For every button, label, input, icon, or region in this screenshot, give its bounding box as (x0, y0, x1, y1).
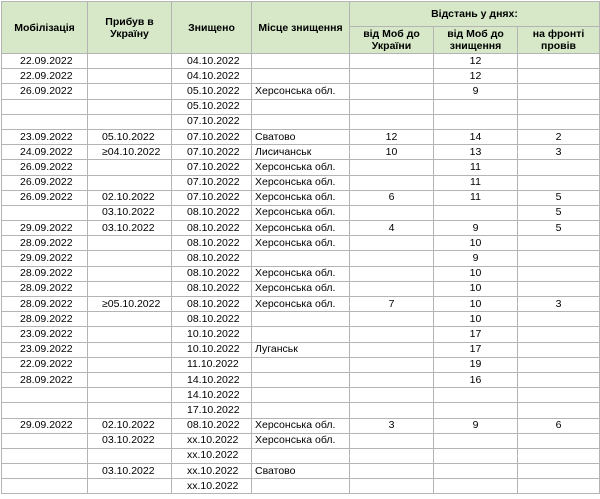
cell-days-at-front (518, 251, 600, 266)
cell-days-to-destroyed: 12 (434, 69, 518, 84)
table-row (2, 251, 600, 266)
cell-arrival (88, 266, 172, 281)
cell-arrival (88, 372, 172, 387)
cell-days-at-front (518, 160, 600, 175)
cell-mobilization: 28.09.2022 (2, 266, 88, 281)
cell-days-to-ukraine: 6 (350, 190, 434, 205)
cell-mobilization: 24.09.2022 (2, 145, 88, 160)
cell-days-to-destroyed: 10 (434, 297, 518, 312)
table-header (2, 2, 600, 54)
cell-days-to-ukraine: 3 (350, 418, 434, 433)
cell-mobilization (2, 99, 88, 114)
cell-place (252, 54, 350, 69)
cell-days-to-destroyed: 17 (434, 327, 518, 342)
table-row (2, 418, 600, 433)
cell-destroyed: 11.10.2022 (172, 357, 252, 372)
cell-destroyed: 05.10.2022 (172, 99, 252, 114)
cell-mobilization (2, 448, 88, 463)
cell-arrival (88, 160, 172, 175)
cell-mobilization (2, 403, 88, 418)
cell-days-to-ukraine (350, 464, 434, 479)
cell-days-to-destroyed: 10 (434, 236, 518, 251)
table-row (2, 221, 600, 236)
cell-days-to-destroyed: 9 (434, 251, 518, 266)
table-row (2, 357, 600, 372)
cell-place (252, 114, 350, 129)
cell-destroyed: 07.10.2022 (172, 160, 252, 175)
cell-days-to-destroyed (434, 433, 518, 448)
cell-destroyed: 10.10.2022 (172, 342, 252, 357)
cell-days-to-destroyed: 10 (434, 312, 518, 327)
cell-arrival (88, 281, 172, 296)
cell-place (252, 388, 350, 403)
cell-days-at-front (518, 266, 600, 281)
cell-days-at-front (518, 403, 600, 418)
cell-days-to-destroyed (434, 479, 518, 494)
cell-days-at-front: 5 (518, 205, 600, 220)
table-row (2, 479, 600, 494)
cell-days-to-destroyed (434, 99, 518, 114)
cell-days-to-ukraine (350, 99, 434, 114)
cell-arrival: ≥04.10.2022 (88, 145, 172, 160)
cell-arrival (88, 388, 172, 403)
table-row (2, 190, 600, 205)
cell-place (252, 99, 350, 114)
cell-days-to-destroyed (434, 114, 518, 129)
cell-days-at-front (518, 448, 600, 463)
cell-mobilization (2, 479, 88, 494)
cell-arrival (88, 251, 172, 266)
cell-mobilization: 23.09.2022 (2, 342, 88, 357)
cell-days-to-destroyed: 11 (434, 160, 518, 175)
cell-days-at-front (518, 327, 600, 342)
cell-mobilization (2, 114, 88, 129)
cell-mobilization: 29.09.2022 (2, 221, 88, 236)
cell-days-to-ukraine (350, 251, 434, 266)
cell-days-at-front (518, 372, 600, 387)
cell-days-to-destroyed: 9 (434, 418, 518, 433)
cell-days-to-ukraine: 7 (350, 297, 434, 312)
losses-table (1, 1, 600, 494)
table-body (2, 54, 600, 494)
cell-mobilization: 26.09.2022 (2, 160, 88, 175)
cell-days-at-front (518, 479, 600, 494)
cell-place (252, 479, 350, 494)
cell-mobilization: 28.09.2022 (2, 236, 88, 251)
cell-arrival: ≥05.10.2022 (88, 297, 172, 312)
cell-destroyed: 08.10.2022 (172, 205, 252, 220)
cell-days-at-front: 3 (518, 297, 600, 312)
table-row (2, 236, 600, 251)
cell-days-to-ukraine (350, 54, 434, 69)
cell-mobilization: 22.09.2022 (2, 69, 88, 84)
cell-days-to-destroyed (434, 388, 518, 403)
cell-days-to-ukraine (350, 266, 434, 281)
cell-days-at-front (518, 114, 600, 129)
cell-place: Луганськ (252, 342, 350, 357)
table-row (2, 266, 600, 281)
cell-place: Сватово (252, 129, 350, 144)
cell-days-to-ukraine (350, 327, 434, 342)
cell-destroyed: 08.10.2022 (172, 236, 252, 251)
table-row (2, 205, 600, 220)
cell-place (252, 357, 350, 372)
cell-destroyed: хх.10.2022 (172, 433, 252, 448)
cell-days-to-destroyed: 14 (434, 129, 518, 144)
cell-arrival: 03.10.2022 (88, 433, 172, 448)
cell-arrival (88, 448, 172, 463)
cell-destroyed: 04.10.2022 (172, 54, 252, 69)
cell-days-to-destroyed: 11 (434, 190, 518, 205)
cell-destroyed: 08.10.2022 (172, 281, 252, 296)
cell-mobilization: 26.09.2022 (2, 175, 88, 190)
cell-arrival (88, 357, 172, 372)
cell-days-at-front (518, 388, 600, 403)
cell-mobilization (2, 433, 88, 448)
table-row (2, 297, 600, 312)
cell-days-to-destroyed: 13 (434, 145, 518, 160)
cell-days-at-front (518, 175, 600, 190)
cell-place: Херсонська обл. (252, 84, 350, 99)
cell-destroyed: 08.10.2022 (172, 312, 252, 327)
cell-destroyed: 07.10.2022 (172, 129, 252, 144)
cell-place (252, 327, 350, 342)
cell-days-to-destroyed: 9 (434, 84, 518, 99)
header-at-front: на фронті провів (518, 27, 600, 54)
table-row (2, 281, 600, 296)
cell-days-at-front: 2 (518, 129, 600, 144)
cell-place: Херсонська обл. (252, 281, 350, 296)
cell-destroyed: 08.10.2022 (172, 297, 252, 312)
cell-days-at-front (518, 69, 600, 84)
cell-destroyed: 08.10.2022 (172, 266, 252, 281)
cell-mobilization: 28.09.2022 (2, 281, 88, 296)
table-row (2, 388, 600, 403)
cell-destroyed: 08.10.2022 (172, 221, 252, 236)
cell-mobilization: 28.09.2022 (2, 297, 88, 312)
cell-days-at-front (518, 99, 600, 114)
table-row (2, 175, 600, 190)
table-row (2, 145, 600, 160)
header-from-mob-to-ukraine: від Моб до України (350, 27, 434, 54)
cell-arrival: 03.10.2022 (88, 205, 172, 220)
cell-days-to-ukraine (350, 403, 434, 418)
cell-arrival: 03.10.2022 (88, 464, 172, 479)
cell-arrival (88, 479, 172, 494)
cell-destroyed: 07.10.2022 (172, 145, 252, 160)
table-row (2, 312, 600, 327)
cell-days-to-destroyed: 17 (434, 342, 518, 357)
cell-arrival: 02.10.2022 (88, 418, 172, 433)
cell-days-to-destroyed (434, 403, 518, 418)
cell-days-to-destroyed (434, 448, 518, 463)
table-row (2, 129, 600, 144)
cell-place: Херсонська обл. (252, 433, 350, 448)
cell-days-to-ukraine: 12 (350, 129, 434, 144)
cell-arrival (88, 312, 172, 327)
cell-mobilization (2, 464, 88, 479)
cell-days-to-ukraine (350, 69, 434, 84)
cell-place: Херсонська обл. (252, 160, 350, 175)
header-arrival: Прибув в Україну (88, 2, 172, 54)
cell-place: Лисичанськ (252, 145, 350, 160)
cell-days-to-ukraine (350, 342, 434, 357)
header-from-mob-to-destroyed: від Моб до знищення (434, 27, 518, 54)
cell-days-to-destroyed: 10 (434, 266, 518, 281)
cell-place: Херсонська обл. (252, 418, 350, 433)
header-destroyed: Знищено (172, 2, 252, 54)
cell-mobilization: 28.09.2022 (2, 372, 88, 387)
cell-arrival: 03.10.2022 (88, 221, 172, 236)
cell-days-at-front: 6 (518, 418, 600, 433)
cell-destroyed: 07.10.2022 (172, 190, 252, 205)
cell-arrival (88, 114, 172, 129)
cell-days-to-ukraine (350, 372, 434, 387)
cell-mobilization: 22.09.2022 (2, 357, 88, 372)
cell-destroyed: 07.10.2022 (172, 175, 252, 190)
cell-place (252, 251, 350, 266)
table-row (2, 114, 600, 129)
cell-days-to-ukraine (350, 114, 434, 129)
cell-days-to-ukraine (350, 84, 434, 99)
cell-days-to-destroyed: 9 (434, 221, 518, 236)
cell-arrival (88, 99, 172, 114)
cell-destroyed: хх.10.2022 (172, 448, 252, 463)
header-mobilization: Мобілізація (2, 2, 88, 54)
table-row (2, 54, 600, 69)
table-row (2, 69, 600, 84)
table-row (2, 403, 600, 418)
cell-arrival (88, 84, 172, 99)
cell-days-at-front (518, 312, 600, 327)
cell-arrival: 05.10.2022 (88, 129, 172, 144)
cell-days-to-ukraine (350, 433, 434, 448)
table-row (2, 99, 600, 114)
cell-arrival: 02.10.2022 (88, 190, 172, 205)
table-row (2, 342, 600, 357)
cell-days-to-destroyed: 16 (434, 372, 518, 387)
header-distance-group: Відстань у днях: (350, 2, 600, 27)
cell-destroyed: 14.10.2022 (172, 388, 252, 403)
cell-place (252, 372, 350, 387)
cell-destroyed: 10.10.2022 (172, 327, 252, 342)
cell-arrival (88, 236, 172, 251)
cell-days-at-front (518, 342, 600, 357)
cell-days-to-destroyed (434, 464, 518, 479)
cell-days-to-ukraine (350, 479, 434, 494)
cell-days-to-destroyed (434, 205, 518, 220)
cell-arrival (88, 342, 172, 357)
table-row (2, 464, 600, 479)
table-row (2, 327, 600, 342)
cell-days-to-ukraine (350, 448, 434, 463)
cell-destroyed: 08.10.2022 (172, 251, 252, 266)
cell-days-to-destroyed: 10 (434, 281, 518, 296)
cell-mobilization: 23.09.2022 (2, 129, 88, 144)
cell-days-at-front (518, 357, 600, 372)
cell-mobilization (2, 205, 88, 220)
cell-days-at-front (518, 433, 600, 448)
cell-days-to-destroyed: 12 (434, 54, 518, 69)
cell-days-to-ukraine (350, 205, 434, 220)
cell-place (252, 403, 350, 418)
cell-mobilization: 22.09.2022 (2, 54, 88, 69)
cell-days-to-ukraine (350, 357, 434, 372)
cell-days-to-ukraine: 10 (350, 145, 434, 160)
cell-days-to-ukraine: 4 (350, 221, 434, 236)
cell-destroyed: 05.10.2022 (172, 84, 252, 99)
cell-days-at-front: 5 (518, 190, 600, 205)
cell-days-at-front (518, 54, 600, 69)
cell-days-at-front: 3 (518, 145, 600, 160)
cell-days-at-front (518, 84, 600, 99)
cell-days-to-ukraine (350, 281, 434, 296)
cell-days-to-ukraine (350, 388, 434, 403)
cell-days-to-destroyed: 19 (434, 357, 518, 372)
cell-destroyed: хх.10.2022 (172, 479, 252, 494)
table-row (2, 160, 600, 175)
cell-days-to-destroyed: 11 (434, 175, 518, 190)
cell-days-at-front (518, 281, 600, 296)
cell-mobilization: 23.09.2022 (2, 327, 88, 342)
cell-place: Херсонська обл. (252, 175, 350, 190)
cell-mobilization: 28.09.2022 (2, 312, 88, 327)
cell-place: Херсонська обл. (252, 190, 350, 205)
cell-days-at-front (518, 236, 600, 251)
cell-days-to-ukraine (350, 175, 434, 190)
cell-mobilization (2, 388, 88, 403)
cell-destroyed: 14.10.2022 (172, 372, 252, 387)
cell-destroyed: 07.10.2022 (172, 114, 252, 129)
cell-days-at-front: 5 (518, 221, 600, 236)
cell-destroyed: хх.10.2022 (172, 464, 252, 479)
cell-arrival (88, 175, 172, 190)
cell-place (252, 312, 350, 327)
cell-place: Херсонська обл. (252, 236, 350, 251)
cell-days-at-front (518, 464, 600, 479)
cell-arrival (88, 327, 172, 342)
cell-place: Херсонська обл. (252, 221, 350, 236)
table-row (2, 372, 600, 387)
cell-place (252, 448, 350, 463)
cell-place: Сватово (252, 464, 350, 479)
cell-place (252, 69, 350, 84)
table-row (2, 448, 600, 463)
cell-arrival (88, 69, 172, 84)
cell-place: Херсонська обл. (252, 205, 350, 220)
cell-days-to-ukraine (350, 312, 434, 327)
cell-days-to-ukraine (350, 236, 434, 251)
cell-mobilization: 26.09.2022 (2, 190, 88, 205)
cell-place: Херсонська обл. (252, 297, 350, 312)
cell-arrival (88, 403, 172, 418)
table-row (2, 433, 600, 448)
cell-mobilization: 29.09.2022 (2, 418, 88, 433)
cell-days-to-ukraine (350, 160, 434, 175)
cell-mobilization: 26.09.2022 (2, 84, 88, 99)
cell-place: Херсонська обл. (252, 266, 350, 281)
table-row (2, 84, 600, 99)
cell-destroyed: 17.10.2022 (172, 403, 252, 418)
header-place: Місце знищення (252, 2, 350, 54)
cell-destroyed: 04.10.2022 (172, 69, 252, 84)
cell-arrival (88, 54, 172, 69)
cell-mobilization: 29.09.2022 (2, 251, 88, 266)
cell-destroyed: 08.10.2022 (172, 418, 252, 433)
